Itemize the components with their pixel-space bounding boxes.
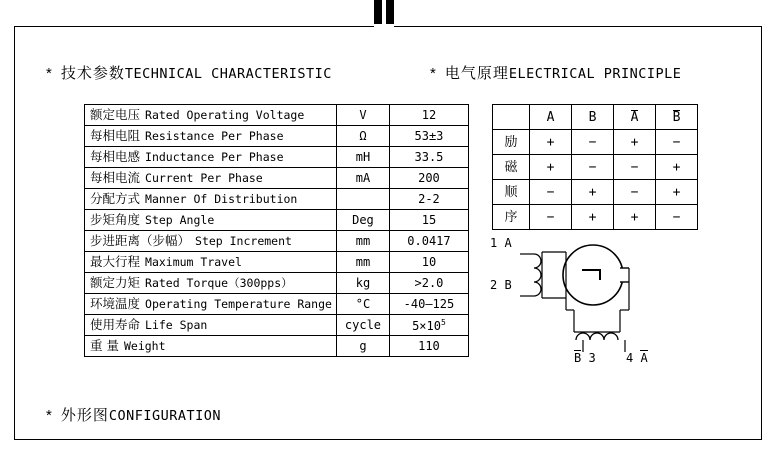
- seq-value-cell: +: [530, 155, 572, 180]
- table-row: [85, 126, 469, 147]
- spec-name-cell: [85, 168, 337, 189]
- spec-name-en: Operating Temperature Range: [145, 296, 332, 311]
- seq-row-label: 磁: [493, 155, 530, 180]
- spec-unit-cell: kg: [336, 273, 389, 294]
- spec-name-cell: [85, 105, 337, 126]
- seq-value-cell: −: [530, 180, 572, 205]
- seq-value-cell: +: [614, 205, 656, 230]
- spec-value-cell: 10: [389, 252, 468, 273]
- table-row: [85, 147, 469, 168]
- section-title-en-configuration: CONFIGURATION: [108, 408, 222, 424]
- seq-value-cell: −: [572, 155, 614, 180]
- schematic-label-terminal-1a: 1 A: [490, 236, 512, 250]
- spec-name-en: Rated Torque（300pps）: [145, 275, 293, 290]
- seq-value-cell: −: [656, 130, 698, 155]
- spec-value-exponent: 5: [440, 317, 446, 327]
- section-title-en-technical: TECHNICAL CHARACTERISTIC: [124, 66, 332, 82]
- seq-value-cell: +: [530, 130, 572, 155]
- seq-phase-header: B: [572, 105, 614, 130]
- spec-name-cn: 环境温度: [90, 295, 141, 311]
- schematic-label-terminal-2b: 2 B: [490, 278, 512, 292]
- seq-value-cell: +: [572, 205, 614, 230]
- spec-name-cn: 步进距离（步幅）: [90, 232, 191, 248]
- table-row: [493, 130, 698, 155]
- spec-unit-cell: Deg: [336, 210, 389, 231]
- table-row: [85, 252, 469, 273]
- spec-value-cell: 110: [389, 336, 468, 357]
- spec-name-cn: 分配方式: [90, 190, 141, 206]
- spec-name-en: Step Increment: [195, 233, 292, 248]
- spec-value-cell: 200: [389, 168, 468, 189]
- seq-corner-cell: [493, 105, 530, 130]
- spec-name-cn: 最大行程: [90, 253, 141, 269]
- table-row: [493, 205, 698, 230]
- top-connector-left: [374, 0, 382, 26]
- spec-name-cell: [85, 210, 337, 231]
- excitation-sequence-table: [492, 104, 698, 230]
- overline-phase-label: A: [630, 110, 639, 125]
- spec-name-cn: 额定力矩: [90, 274, 141, 290]
- spec-unit-cell: V: [336, 105, 389, 126]
- seq-value-cell: −: [572, 130, 614, 155]
- overline-phase-label: B: [672, 110, 681, 125]
- spec-unit-cell: [336, 189, 389, 210]
- winding-schematic: [490, 232, 700, 372]
- spec-name-cell: [85, 126, 337, 147]
- spec-name-en: Resistance Per Phase: [145, 128, 284, 143]
- spec-unit-cell: Ω: [336, 126, 389, 147]
- spec-name-cell: [85, 294, 337, 315]
- spec-value-cell: [389, 315, 468, 336]
- spec-name-cell: [85, 315, 337, 336]
- seq-value-cell: +: [614, 130, 656, 155]
- spec-name-cell: [85, 147, 337, 168]
- spec-value-cell: >2.0: [389, 273, 468, 294]
- schematic-terminal-3-number: 3: [588, 351, 596, 365]
- spec-name-en: Maximum Travel: [145, 254, 242, 269]
- seq-phase-header: [656, 105, 698, 130]
- seq-value-cell: −: [614, 180, 656, 205]
- seq-value-cell: +: [572, 180, 614, 205]
- spec-name-cn: 每相电感: [90, 148, 141, 164]
- seq-phase-header: A: [530, 105, 572, 130]
- overline-a-label: A: [640, 351, 648, 365]
- table-row: [85, 294, 469, 315]
- table-row: [85, 189, 469, 210]
- seq-row-label: 序: [493, 205, 530, 230]
- bullet-star-configuration: *: [46, 407, 52, 424]
- table-row: [85, 168, 469, 189]
- spec-unit-cell: mm: [336, 231, 389, 252]
- section-title-cn-electrical: 电气原理: [444, 64, 509, 82]
- spec-name-cn: 额定电压: [90, 106, 141, 122]
- spec-value-cell: 0.0417: [389, 231, 468, 252]
- schematic-terminal-4-number: 4: [626, 351, 634, 365]
- spec-name-cn: 每相电阻: [90, 127, 141, 143]
- section-title-cn-configuration: 外形图: [60, 406, 109, 424]
- table-row: [85, 210, 469, 231]
- seq-value-cell: +: [656, 155, 698, 180]
- spec-value-cell: 12: [389, 105, 468, 126]
- section-heading-configuration: [46, 404, 221, 425]
- spec-name-cell: [85, 336, 337, 357]
- spec-name-en: Current Per Phase: [145, 170, 263, 185]
- bullet-star-electrical: *: [430, 65, 436, 82]
- spec-unit-cell: mH: [336, 147, 389, 168]
- spec-value-cell: -40—125: [389, 294, 468, 315]
- top-connector-right: [386, 0, 394, 26]
- schematic-label-terminal-3b: [574, 350, 596, 365]
- spec-value-base: 5×10: [412, 318, 441, 333]
- table-header-row: [493, 105, 698, 130]
- table-row: [85, 273, 469, 294]
- seq-value-cell: +: [656, 180, 698, 205]
- table-row: [85, 315, 469, 336]
- spec-name-cell: [85, 273, 337, 294]
- spec-unit-cell: mm: [336, 252, 389, 273]
- spec-unit-cell: cycle: [336, 315, 389, 336]
- spec-name-cell: [85, 231, 337, 252]
- table-row: [85, 231, 469, 252]
- seq-value-cell: −: [614, 155, 656, 180]
- section-title-cn-technical: 技术参数: [60, 64, 125, 82]
- spec-value-cell: 2-2: [389, 189, 468, 210]
- spec-name-en: Rated Operating Voltage: [145, 107, 305, 122]
- spec-name-en: Manner Of Distribution: [145, 191, 298, 206]
- spec-name-cn: 步矩角度: [90, 211, 141, 227]
- seq-value-cell: −: [530, 205, 572, 230]
- section-title-en-electrical: ELECTRICAL PRINCIPLE: [508, 66, 682, 82]
- seq-row-label: 顺: [493, 180, 530, 205]
- table-row: [493, 180, 698, 205]
- table-row: [85, 105, 469, 126]
- table-row: [493, 155, 698, 180]
- seq-phase-header: [614, 105, 656, 130]
- specification-table: [84, 104, 469, 357]
- spec-name-cell: [85, 252, 337, 273]
- spec-name-cn: 重 量: [90, 337, 119, 353]
- spec-name-en: Life Span: [145, 317, 208, 332]
- spec-name-en: Inductance Per Phase: [145, 149, 284, 164]
- spec-unit-cell: g: [336, 336, 389, 357]
- spec-name-cn: 每相电流: [90, 169, 141, 185]
- spec-unit-cell: mA: [336, 168, 389, 189]
- bullet-star-technical: *: [46, 65, 52, 82]
- spec-value-cell: 15: [389, 210, 468, 231]
- seq-value-cell: −: [656, 205, 698, 230]
- seq-row-label: 励: [493, 130, 530, 155]
- spec-value-cell: 33.5: [389, 147, 468, 168]
- spec-value-cell: 53±3: [389, 126, 468, 147]
- spec-unit-cell: °C: [336, 294, 389, 315]
- page-border-gap: [374, 24, 394, 29]
- spec-name-en: Step Angle: [145, 212, 215, 227]
- spec-name-cell: [85, 189, 337, 210]
- spec-name-cn: 使用寿命: [90, 316, 141, 332]
- section-heading-electrical: [430, 62, 681, 83]
- spec-name-en: Weight: [123, 338, 166, 353]
- schematic-label-terminal-4a: [626, 350, 648, 365]
- section-heading-technical: [46, 62, 332, 83]
- table-row: [85, 336, 469, 357]
- overline-b-label: B: [574, 351, 582, 365]
